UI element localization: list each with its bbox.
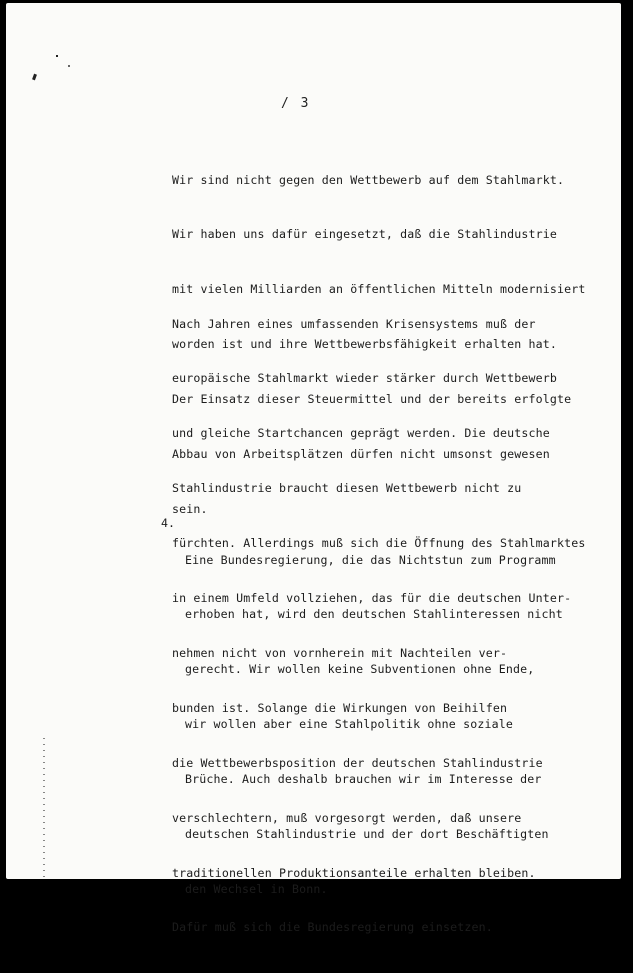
- text-line: mit vielen Milliarden an öffentlichen Mitteln modernisiert: [172, 282, 586, 297]
- text-line: sein.: [172, 501, 208, 516]
- text-line: den Wechsel in Bonn.: [185, 881, 328, 896]
- text-line: Nach Jahren eines umfassenden Krisensystems muß der: [172, 316, 536, 331]
- text-line: gerecht. Wir wollen keine Subventionen ohne Ende,: [185, 662, 535, 677]
- text-line: die Wettbewerbsposition der deutschen Stahlindustrie: [172, 755, 543, 770]
- text-line: Stahlindustrie braucht diesen Wettbewerb nicht zu: [172, 481, 522, 496]
- scan-speck: [56, 55, 58, 57]
- text-line: Der Einsatz dieser Steuermittel und der bereits erfolgte: [172, 392, 572, 407]
- text-line: deutschen Stahlindustrie und der dort Beschäftigten: [185, 827, 549, 842]
- scan-speck: [32, 74, 37, 81]
- text-line: Wir haben uns dafür eingesetzt, daß die Stahlindustrie: [172, 227, 558, 242]
- text-line: Dafür muß sich die Bundesregierung einsetzen.: [172, 920, 493, 935]
- text-line: erhoben hat, wird den deutschen Stahlinteressen nicht: [185, 607, 563, 622]
- list-item-4: [185, 514, 563, 935]
- text-line: nehmen nicht von vornherein mit Nachteilen ver-: [172, 645, 508, 660]
- scan-speck: [68, 65, 70, 67]
- text-line: traditionellen Produktionsanteile erhalten bleiben.: [172, 865, 536, 880]
- text-line: wir wollen aber eine Stahlpolitik ohne soziale: [185, 717, 513, 732]
- text-line: in einem Umfeld vollziehen, das für die deutschen Unter-: [172, 591, 572, 606]
- list-item-number: 4.: [161, 516, 175, 530]
- text-line: Brüche. Auch deshalb brauchen wir im Interesse der: [185, 772, 542, 787]
- text-line: fürchten. Allerdings muß sich die Öffnung des Stahlmarktes: [172, 536, 586, 551]
- page-number: / 3: [281, 96, 311, 111]
- text-line: und gleiche Startchancen geprägt werden. Die deutsche: [172, 426, 550, 441]
- text-line: bunden ist. Solange die Wirkungen von Beihilfen: [172, 700, 508, 715]
- document-page: [6, 3, 621, 935]
- text-line: europäische Stahlmarkt wieder stärker durch Wettbewerb: [172, 371, 558, 386]
- text-line: Abbau von Arbeitsplätzen dürfen nicht umsonst gewesen: [172, 447, 550, 462]
- binding-hole-marks: [43, 738, 45, 878]
- text-line: verschlechtern, muß vorgesorgt werden, daß unsere: [172, 810, 522, 825]
- text-line: Wir sind nicht gegen den Wettbewerb auf dem Stahlmarkt.: [172, 172, 565, 187]
- text-line: Eine Bundesregierung, die das Nichtstun zum Programm: [185, 552, 556, 567]
- text-line: worden ist und ihre Wettbewerbsfähigkeit erhalten hat.: [172, 337, 558, 352]
